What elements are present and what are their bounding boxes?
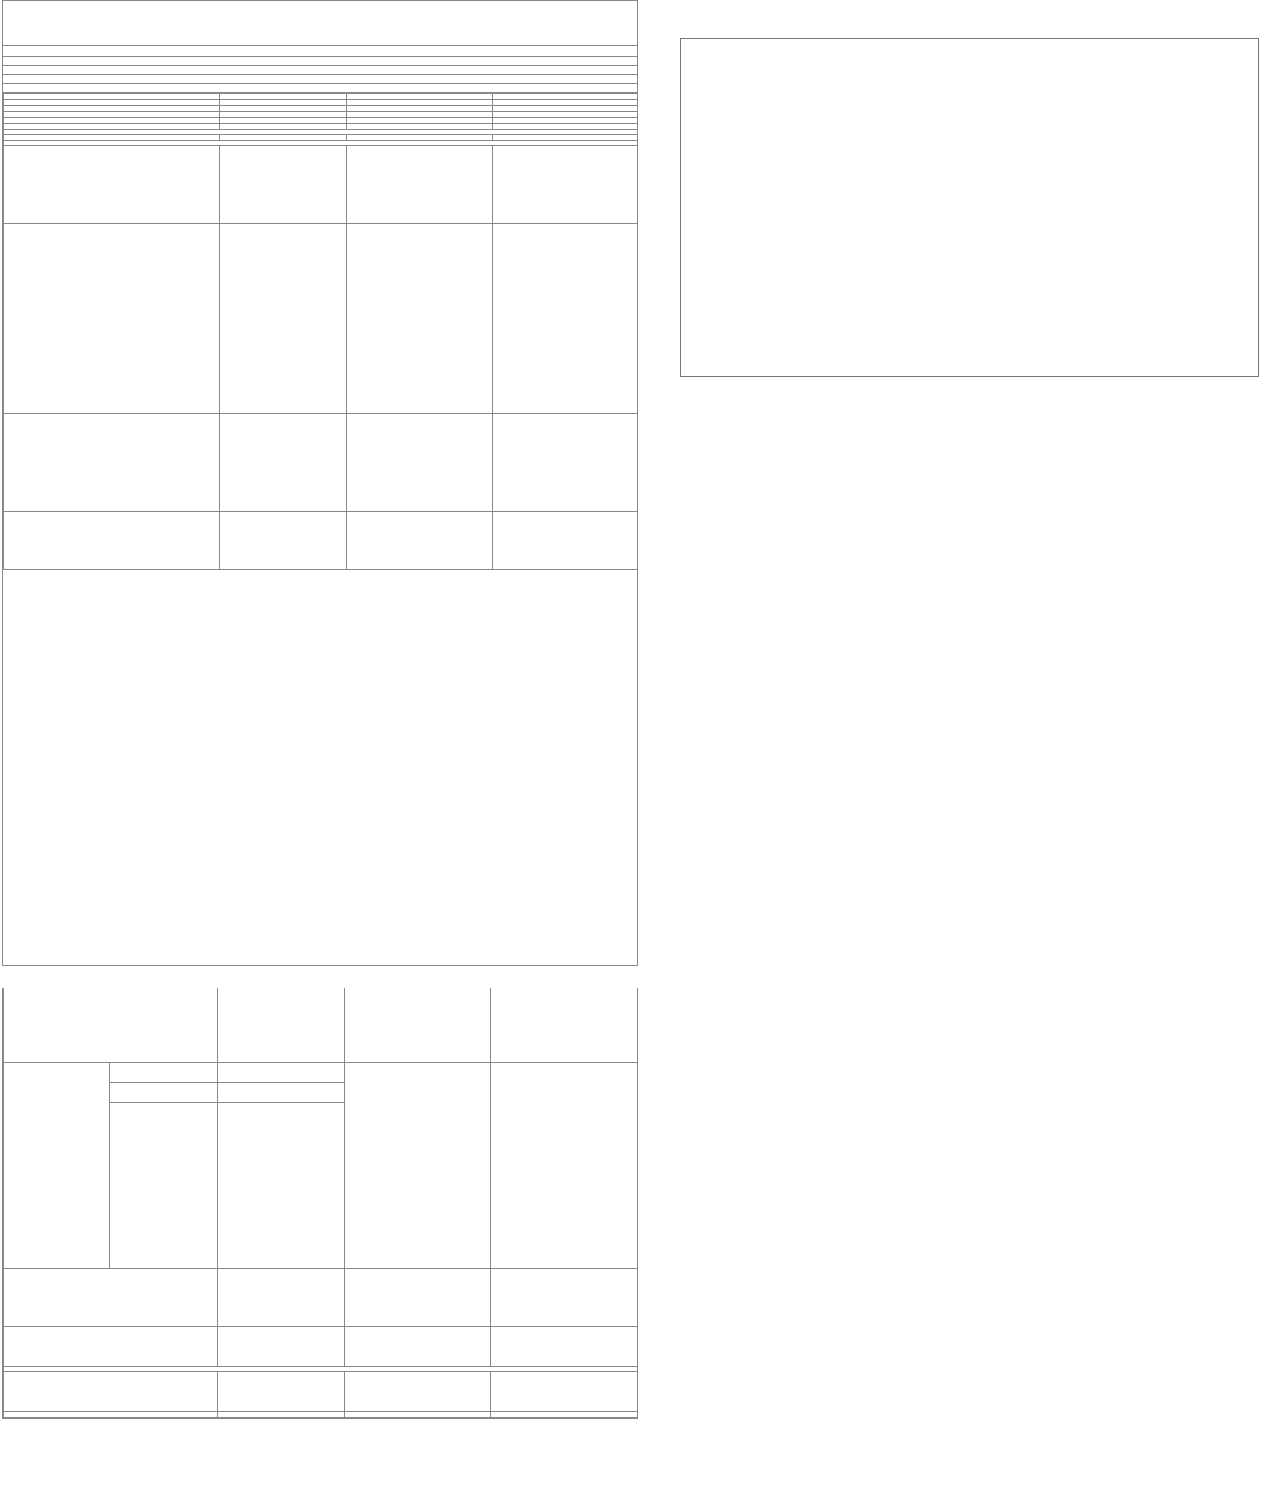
- light-source-type-heading: [3, 83, 637, 93]
- cri-value-cont: [491, 988, 638, 1062]
- p-net-label: [4, 512, 220, 570]
- maint-empty-2: [491, 1411, 638, 1417]
- chroma-empty-value: [218, 1326, 345, 1366]
- maint-label: [4, 1411, 218, 1417]
- cct-value: [493, 224, 638, 414]
- cri-value: [493, 512, 638, 570]
- cri-label: [347, 512, 493, 570]
- energy-label: [4, 146, 220, 224]
- dims-height-label: [110, 1062, 218, 1082]
- eff-class-label: [347, 146, 493, 224]
- dims-depth-value: [218, 1102, 345, 1268]
- spectrum-chart: [680, 38, 1259, 377]
- dims-width-value: [218, 1082, 345, 1102]
- equiv-w-label: [345, 1268, 491, 1326]
- spd-value: [491, 1062, 638, 1268]
- energy-value: [220, 146, 347, 224]
- r9-value: [218, 1371, 345, 1411]
- p-sb-label: [347, 414, 493, 512]
- p-on-label: [4, 414, 220, 512]
- type-table: [3, 93, 638, 570]
- maint-value: [218, 1411, 345, 1417]
- cri-label-cont: [345, 988, 491, 1062]
- p-sb-value: [493, 414, 638, 512]
- p-net-label-cont: [4, 988, 218, 1062]
- flux-label: [4, 224, 220, 414]
- document-title: [3, 1, 637, 45]
- dims-depth-label: [110, 1102, 218, 1268]
- spd-label: [345, 1062, 491, 1268]
- chroma-label: [345, 1326, 491, 1366]
- chroma-value: [491, 1326, 638, 1366]
- model-row: [3, 74, 637, 83]
- equiv-value: [218, 1268, 345, 1326]
- flux-value: [220, 224, 347, 414]
- regulation-text: [3, 45, 637, 56]
- p-net-value: [220, 512, 347, 570]
- dims-label: [4, 1062, 110, 1268]
- r9-label: [4, 1371, 218, 1411]
- life-value: [491, 1371, 638, 1411]
- p-net-value-cont: [218, 988, 345, 1062]
- continuation-table: [3, 988, 638, 1418]
- datasheet-page-2: [2, 988, 638, 1419]
- dims-width-label: [110, 1082, 218, 1102]
- supplier-address-row: [3, 65, 637, 74]
- equiv-label: [4, 1268, 218, 1326]
- maint-empty-1: [345, 1411, 491, 1417]
- chroma-empty-label: [4, 1326, 218, 1366]
- dims-height-value: [218, 1062, 345, 1082]
- life-label: [345, 1371, 491, 1411]
- cct-label: [347, 224, 493, 414]
- datasheet-page-1: [2, 0, 638, 966]
- equiv-w-value: [491, 1268, 638, 1326]
- spectrum-svg: [681, 39, 1258, 376]
- supplier-name-row: [3, 56, 637, 65]
- p-on-value: [220, 414, 347, 512]
- eff-class-value: [493, 146, 638, 224]
